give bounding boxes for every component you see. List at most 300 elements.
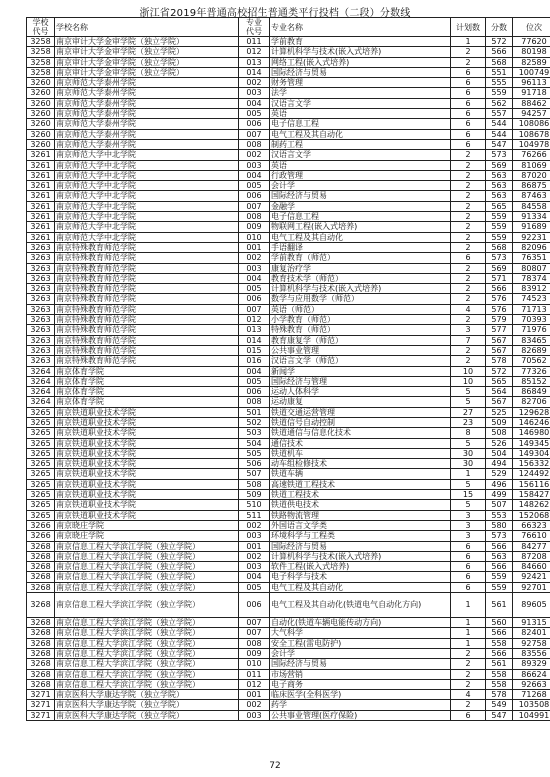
cell-plan-count: 6: [451, 129, 486, 139]
cell-major-name: 国际经济与贸易: [270, 541, 451, 551]
cell-school-code: 3268: [27, 618, 55, 628]
cell-rank: 70393: [513, 315, 550, 325]
table-row: [27, 232, 550, 242]
cell-rank: 92701: [513, 582, 550, 592]
cell-school-code: 3263: [27, 242, 55, 252]
cell-school-name: 南京信息工程大学滨江学院（独立学院）: [55, 572, 239, 582]
cell-school-code: 3265: [27, 438, 55, 448]
cell-school-code: 3265: [27, 428, 55, 438]
cell-rank: 83556: [513, 648, 550, 658]
cell-major-name: 运动康复: [270, 397, 451, 407]
cell-score: 563: [486, 170, 513, 180]
cell-plan-count: 6: [451, 541, 486, 551]
table-row: [27, 201, 550, 211]
table-row: [27, 628, 550, 638]
cell-major-name: 通信技术: [270, 438, 451, 448]
cell-score: 509: [486, 417, 513, 427]
cell-rank: 92758: [513, 638, 550, 648]
cell-major-code: 002: [239, 700, 270, 710]
cell-major-code: 006: [239, 191, 270, 201]
cell-rank: 108086: [513, 119, 550, 129]
header-rank: 位次: [513, 18, 550, 37]
cell-school-name: 南京特殊教育师范学院: [55, 253, 239, 263]
cell-major-code: 003: [239, 160, 270, 170]
cell-school-code: 3263: [27, 253, 55, 263]
cell-major-code: 005: [239, 376, 270, 386]
cell-plan-count: 1: [451, 628, 486, 638]
table-row: [27, 284, 550, 294]
cell-plan-count: 2: [451, 191, 486, 201]
cell-score: 580: [486, 520, 513, 530]
cell-rank: 104991: [513, 710, 550, 720]
cell-school-name: 南京医科大学康达学院（独立学院）: [55, 700, 239, 710]
cell-school-name: 南京师范大学中北学院: [55, 232, 239, 242]
table-row: [27, 181, 550, 191]
cell-school-code: 3264: [27, 366, 55, 376]
cell-rank: 84277: [513, 541, 550, 551]
cell-major-name: 法学: [270, 88, 451, 98]
cell-school-name: 南京信息工程大学滨江学院（独立学院）: [55, 541, 239, 551]
cell-plan-count: 2: [451, 170, 486, 180]
cell-plan-count: 4: [451, 304, 486, 314]
cell-score: 571: [486, 273, 513, 283]
table-row: [27, 119, 550, 129]
cell-major-name: 电子商务: [270, 679, 451, 689]
cell-plan-count: 5: [451, 438, 486, 448]
cell-school-code: 3261: [27, 222, 55, 232]
cell-score: 496: [486, 479, 513, 489]
cell-school-code: 3258: [27, 47, 55, 57]
cell-rank: 83912: [513, 284, 550, 294]
cell-school-code: 3263: [27, 345, 55, 355]
cell-major-name: 药学: [270, 700, 451, 710]
cell-major-name: 市场营销: [270, 669, 451, 679]
cell-rank: 87463: [513, 191, 550, 201]
cell-plan-count: 2: [451, 294, 486, 304]
cell-rank: 76351: [513, 253, 550, 263]
cell-score: 563: [486, 181, 513, 191]
cell-school-code: 3261: [27, 191, 55, 201]
table-row: [27, 170, 550, 180]
cell-rank: 89605: [513, 593, 550, 618]
cell-major-name: 铁道车辆: [270, 469, 451, 479]
cell-plan-count: 2: [451, 57, 486, 67]
cell-school-name: 南京医科大学康达学院（独立学院）: [55, 690, 239, 700]
cell-major-name: 公共事业管理: [270, 345, 451, 355]
cell-major-name: 教育技术学（师范）: [270, 273, 451, 283]
cell-major-name: 国际经济与贸易: [270, 659, 451, 669]
table-row: [27, 551, 550, 561]
cell-major-name: 电子信息工程: [270, 119, 451, 129]
cell-plan-count: 3: [451, 520, 486, 530]
cell-score: 547: [486, 710, 513, 720]
cell-plan-count: 2: [451, 356, 486, 366]
cell-plan-count: 6: [451, 98, 486, 108]
cell-school-code: 3261: [27, 181, 55, 191]
cell-score: 566: [486, 47, 513, 57]
cell-major-name: 新闻学: [270, 366, 451, 376]
cell-rank: 152068: [513, 510, 550, 520]
cell-major-name: 外国语言文学类: [270, 520, 451, 530]
cell-school-code: 3261: [27, 212, 55, 222]
cell-score: 568: [486, 57, 513, 67]
cell-plan-count: 6: [451, 88, 486, 98]
cell-school-code: 3258: [27, 37, 55, 47]
cell-rank: 91315: [513, 618, 550, 628]
cell-school-code: 3261: [27, 170, 55, 180]
cell-major-name: 铁路物流管理: [270, 510, 451, 520]
cell-school-name: 南京特殊教育师范学院: [55, 356, 239, 366]
cell-plan-count: 27: [451, 407, 486, 417]
cell-school-name: 南京审计大学金审学院（独立学院）: [55, 37, 239, 47]
cell-school-name: 南京铁道职业技术学院: [55, 448, 239, 458]
cell-school-code: 3266: [27, 520, 55, 530]
table-row: [27, 315, 550, 325]
cell-score: 551: [486, 67, 513, 77]
cell-major-name: 大气科学: [270, 628, 451, 638]
cell-score: 576: [486, 304, 513, 314]
cell-major-code: 007: [239, 304, 270, 314]
cell-rank: 91718: [513, 88, 550, 98]
cell-major-code: 010: [239, 659, 270, 669]
table-row: [27, 438, 550, 448]
cell-major-code: 009: [239, 222, 270, 232]
cell-score: 525: [486, 407, 513, 417]
cell-school-name: 南京师范大学中北学院: [55, 160, 239, 170]
cell-school-name: 南京师范大学泰州学院: [55, 98, 239, 108]
cell-school-code: 3268: [27, 628, 55, 638]
cell-score: 555: [486, 78, 513, 88]
cell-score: 553: [486, 510, 513, 520]
cell-school-name: 南京审计大学金审学院（独立学院）: [55, 47, 239, 57]
cell-major-name: 特殊教育（师范）: [270, 325, 451, 335]
cell-rank: 81069: [513, 160, 550, 170]
table-row: [27, 679, 550, 689]
cell-major-code: 004: [239, 98, 270, 108]
cell-school-code: 3271: [27, 710, 55, 720]
cell-score: 558: [486, 679, 513, 689]
cell-school-code: 3260: [27, 129, 55, 139]
table-row: [27, 593, 550, 618]
cell-school-name: 南京铁道职业技术学院: [55, 469, 239, 479]
cell-major-name: 英语（师范）: [270, 304, 451, 314]
cell-major-name: 国际经济与贸易: [270, 191, 451, 201]
cell-major-code: 007: [239, 618, 270, 628]
cell-rank: 88462: [513, 98, 550, 108]
cell-major-code: 009: [239, 648, 270, 658]
cell-school-code: 3265: [27, 459, 55, 469]
cell-plan-count: 2: [451, 679, 486, 689]
cell-school-code: 3265: [27, 448, 55, 458]
cell-school-code: 3268: [27, 582, 55, 592]
cell-major-code: 012: [239, 679, 270, 689]
cell-school-name: 南京师范大学中北学院: [55, 150, 239, 160]
cell-major-code: 008: [239, 397, 270, 407]
cell-school-code: 3268: [27, 541, 55, 551]
page-title: 浙江省2019年普通高校招生普通类平行投档（二段）分数线: [139, 8, 411, 19]
cell-plan-count: 2: [451, 648, 486, 658]
cell-rank: 84660: [513, 562, 550, 572]
cell-major-code: 004: [239, 366, 270, 376]
cell-plan-count: 2: [451, 284, 486, 294]
cell-plan-count: 6: [451, 582, 486, 592]
table-row: [27, 500, 550, 510]
cell-major-name: 铁道交通运营管理: [270, 407, 451, 417]
cell-major-code: 006: [239, 593, 270, 618]
cell-rank: 108678: [513, 129, 550, 139]
cell-score: 560: [486, 618, 513, 628]
cell-score: 544: [486, 119, 513, 129]
table-row: [27, 294, 550, 304]
cell-school-name: 南京铁道职业技术学院: [55, 490, 239, 500]
cell-major-code: 004: [239, 170, 270, 180]
cell-plan-count: 6: [451, 253, 486, 263]
cell-major-name: 电气工程及其自动化(铁道电气自动化方向): [270, 593, 451, 618]
cell-score: 561: [486, 659, 513, 669]
cell-school-name: 南京信息工程大学滨江学院（独立学院）: [55, 593, 239, 618]
cell-plan-count: 6: [451, 551, 486, 561]
cell-score: 572: [486, 366, 513, 376]
cell-major-name: 英语: [270, 160, 451, 170]
cell-major-code: 508: [239, 479, 270, 489]
cell-score: 573: [486, 150, 513, 160]
cell-rank: 96113: [513, 78, 550, 88]
cell-score: 504: [486, 448, 513, 458]
cell-score: 573: [486, 253, 513, 263]
table-row: [27, 710, 550, 720]
table-row: [27, 531, 550, 541]
table-row: [27, 459, 550, 469]
cell-plan-count: 6: [451, 562, 486, 572]
cell-school-name: 南京审计大学金审学院（独立学院）: [55, 67, 239, 77]
table-row: [27, 191, 550, 201]
cell-major-code: 003: [239, 562, 270, 572]
cell-plan-count: 2: [451, 201, 486, 211]
cell-score: 549: [486, 700, 513, 710]
table-row: [27, 366, 550, 376]
cell-major-name: 软件工程(嵌入式培养): [270, 562, 451, 572]
cell-rank: 89329: [513, 659, 550, 669]
cell-rank: 103508: [513, 700, 550, 710]
cell-school-name: 南京铁道职业技术学院: [55, 417, 239, 427]
cell-plan-count: 2: [451, 659, 486, 669]
cell-school-code: 3264: [27, 376, 55, 386]
cell-rank: 76610: [513, 531, 550, 541]
cell-plan-count: 1: [451, 593, 486, 618]
cell-school-code: 3268: [27, 659, 55, 669]
cell-school-code: 3265: [27, 479, 55, 489]
cell-major-name: 会计学: [270, 648, 451, 658]
cell-score: 559: [486, 222, 513, 232]
cell-school-code: 3258: [27, 67, 55, 77]
cell-major-name: 小学教育（师范）: [270, 315, 451, 325]
cell-major-code: 005: [239, 582, 270, 592]
table-row: [27, 562, 550, 572]
table-row: [27, 700, 550, 710]
table-row: [27, 129, 550, 139]
cell-major-code: 008: [239, 139, 270, 149]
cell-major-name: 行政管理: [270, 170, 451, 180]
cell-score: 508: [486, 428, 513, 438]
cell-major-name: 临床医学(全科医学): [270, 690, 451, 700]
cell-major-name: 国际经济与贸易: [270, 67, 451, 77]
cell-plan-count: 6: [451, 572, 486, 582]
cell-school-code: 3261: [27, 232, 55, 242]
cell-plan-count: 6: [451, 78, 486, 88]
cell-major-code: 507: [239, 469, 270, 479]
cell-major-code: 008: [239, 638, 270, 648]
cell-rank: 149304: [513, 448, 550, 458]
cell-rank: 78374: [513, 273, 550, 283]
cell-school-code: 3263: [27, 284, 55, 294]
cell-rank: 100749: [513, 67, 550, 77]
cell-score: 578: [486, 356, 513, 366]
cell-school-code: 3265: [27, 407, 55, 417]
cell-score: 563: [486, 551, 513, 561]
cell-school-name: 南京信息工程大学滨江学院（独立学院）: [55, 628, 239, 638]
cell-rank: 94257: [513, 109, 550, 119]
cell-rank: 156332: [513, 459, 550, 469]
cell-score: 576: [486, 294, 513, 304]
cell-major-code: 006: [239, 387, 270, 397]
cell-plan-count: 15: [451, 490, 486, 500]
cell-school-name: 南京铁道职业技术学院: [55, 407, 239, 417]
cell-plan-count: 6: [451, 119, 486, 129]
cell-major-code: 004: [239, 572, 270, 582]
cell-school-code: 3266: [27, 531, 55, 541]
cell-school-code: 3260: [27, 139, 55, 149]
cell-major-name: 电气工程及其自动化: [270, 129, 451, 139]
table-row: [27, 397, 550, 407]
cell-score: 567: [486, 345, 513, 355]
cell-major-code: 008: [239, 212, 270, 222]
cell-school-code: 3261: [27, 160, 55, 170]
cell-major-code: 510: [239, 500, 270, 510]
cell-school-code: 3268: [27, 679, 55, 689]
cell-major-name: 制药工程: [270, 139, 451, 149]
cell-major-name: 铁道通信与信息化技术: [270, 428, 451, 438]
cell-major-name: 铁道信号自动控制: [270, 417, 451, 427]
table-row: [27, 325, 550, 335]
cell-score: 573: [486, 531, 513, 541]
table-row: [27, 212, 550, 222]
header-school-name: 学校名称: [55, 18, 239, 37]
cell-major-code: 010: [239, 232, 270, 242]
cell-score: 567: [486, 335, 513, 345]
admission-score-table: [26, 17, 550, 721]
table-row: [27, 67, 550, 77]
cell-school-name: 南京师范大学中北学院: [55, 201, 239, 211]
cell-school-code: 3265: [27, 490, 55, 500]
cell-major-code: 001: [239, 541, 270, 551]
cell-score: 499: [486, 490, 513, 500]
cell-rank: 77326: [513, 366, 550, 376]
cell-rank: 77620: [513, 37, 550, 47]
cell-major-name: 计算机科学与技术(嵌入式培养): [270, 551, 451, 561]
cell-rank: 92421: [513, 572, 550, 582]
cell-school-name: 南京特殊教育师范学院: [55, 242, 239, 252]
cell-school-name: 南京铁道职业技术学院: [55, 438, 239, 448]
cell-score: 558: [486, 638, 513, 648]
table-header-row: [27, 18, 550, 37]
cell-plan-count: 3: [451, 325, 486, 335]
table-row: [27, 490, 550, 500]
cell-score: 565: [486, 376, 513, 386]
cell-major-name: 物联网工程(嵌入式培养): [270, 222, 451, 232]
cell-school-name: 南京铁道职业技术学院: [55, 428, 239, 438]
cell-major-code: 015: [239, 345, 270, 355]
cell-school-code: 3258: [27, 57, 55, 67]
cell-rank: 85152: [513, 376, 550, 386]
table-row: [27, 469, 550, 479]
cell-school-name: 南京信息工程大学滨江学院（独立学院）: [55, 582, 239, 592]
cell-school-code: 3265: [27, 510, 55, 520]
cell-school-name: 南京体育学院: [55, 387, 239, 397]
cell-major-code: 002: [239, 150, 270, 160]
cell-school-name: 南京师范大学中北学院: [55, 181, 239, 191]
cell-plan-count: 2: [451, 160, 486, 170]
table-row: [27, 659, 550, 669]
cell-major-name: 计算机科学与技术(嵌入式培养): [270, 47, 451, 57]
table-row: [27, 648, 550, 658]
cell-major-name: 铁道供电技术: [270, 500, 451, 510]
cell-school-code: 3261: [27, 201, 55, 211]
cell-school-name: 南京师范大学中北学院: [55, 170, 239, 180]
cell-school-name: 南京晓庄学院: [55, 531, 239, 541]
cell-school-name: 南京特殊教育师范学院: [55, 294, 239, 304]
table-row: [27, 428, 550, 438]
cell-major-name: 英语: [270, 109, 451, 119]
cell-school-name: 南京医科大学康达学院（独立学院）: [55, 710, 239, 720]
cell-major-code: 006: [239, 119, 270, 129]
cell-school-name: 南京体育学院: [55, 376, 239, 386]
cell-school-name: 南京特殊教育师范学院: [55, 345, 239, 355]
table-row: [27, 335, 550, 345]
cell-school-name: 南京师范大学中北学院: [55, 222, 239, 232]
cell-score: 559: [486, 572, 513, 582]
cell-plan-count: 5: [451, 397, 486, 407]
cell-plan-count: 5: [451, 479, 486, 489]
table-row: [27, 242, 550, 252]
cell-plan-count: 1: [451, 618, 486, 628]
cell-school-code: 3260: [27, 78, 55, 88]
cell-plan-count: 10: [451, 366, 486, 376]
cell-school-name: 南京信息工程大学滨江学院（独立学院）: [55, 618, 239, 628]
cell-school-name: 南京特殊教育师范学院: [55, 315, 239, 325]
cell-school-code: 3265: [27, 469, 55, 479]
cell-school-name: 南京师范大学泰州学院: [55, 109, 239, 119]
cell-major-code: 003: [239, 710, 270, 720]
cell-plan-count: 2: [451, 232, 486, 242]
cell-major-code: 007: [239, 628, 270, 638]
table-row: [27, 448, 550, 458]
table-row: [27, 37, 550, 47]
cell-school-code: 3263: [27, 315, 55, 325]
cell-score: 569: [486, 160, 513, 170]
header-score: 分数: [486, 18, 513, 37]
cell-rank: 87020: [513, 170, 550, 180]
cell-rank: 82706: [513, 397, 550, 407]
cell-score: 572: [486, 37, 513, 47]
cell-score: 569: [486, 263, 513, 273]
cell-plan-count: 2: [451, 263, 486, 273]
cell-major-code: 003: [239, 531, 270, 541]
cell-school-name: 南京特殊教育师范学院: [55, 325, 239, 335]
table-row: [27, 618, 550, 628]
table-row: [27, 407, 550, 417]
cell-school-code: 3268: [27, 593, 55, 618]
cell-school-code: 3268: [27, 572, 55, 582]
